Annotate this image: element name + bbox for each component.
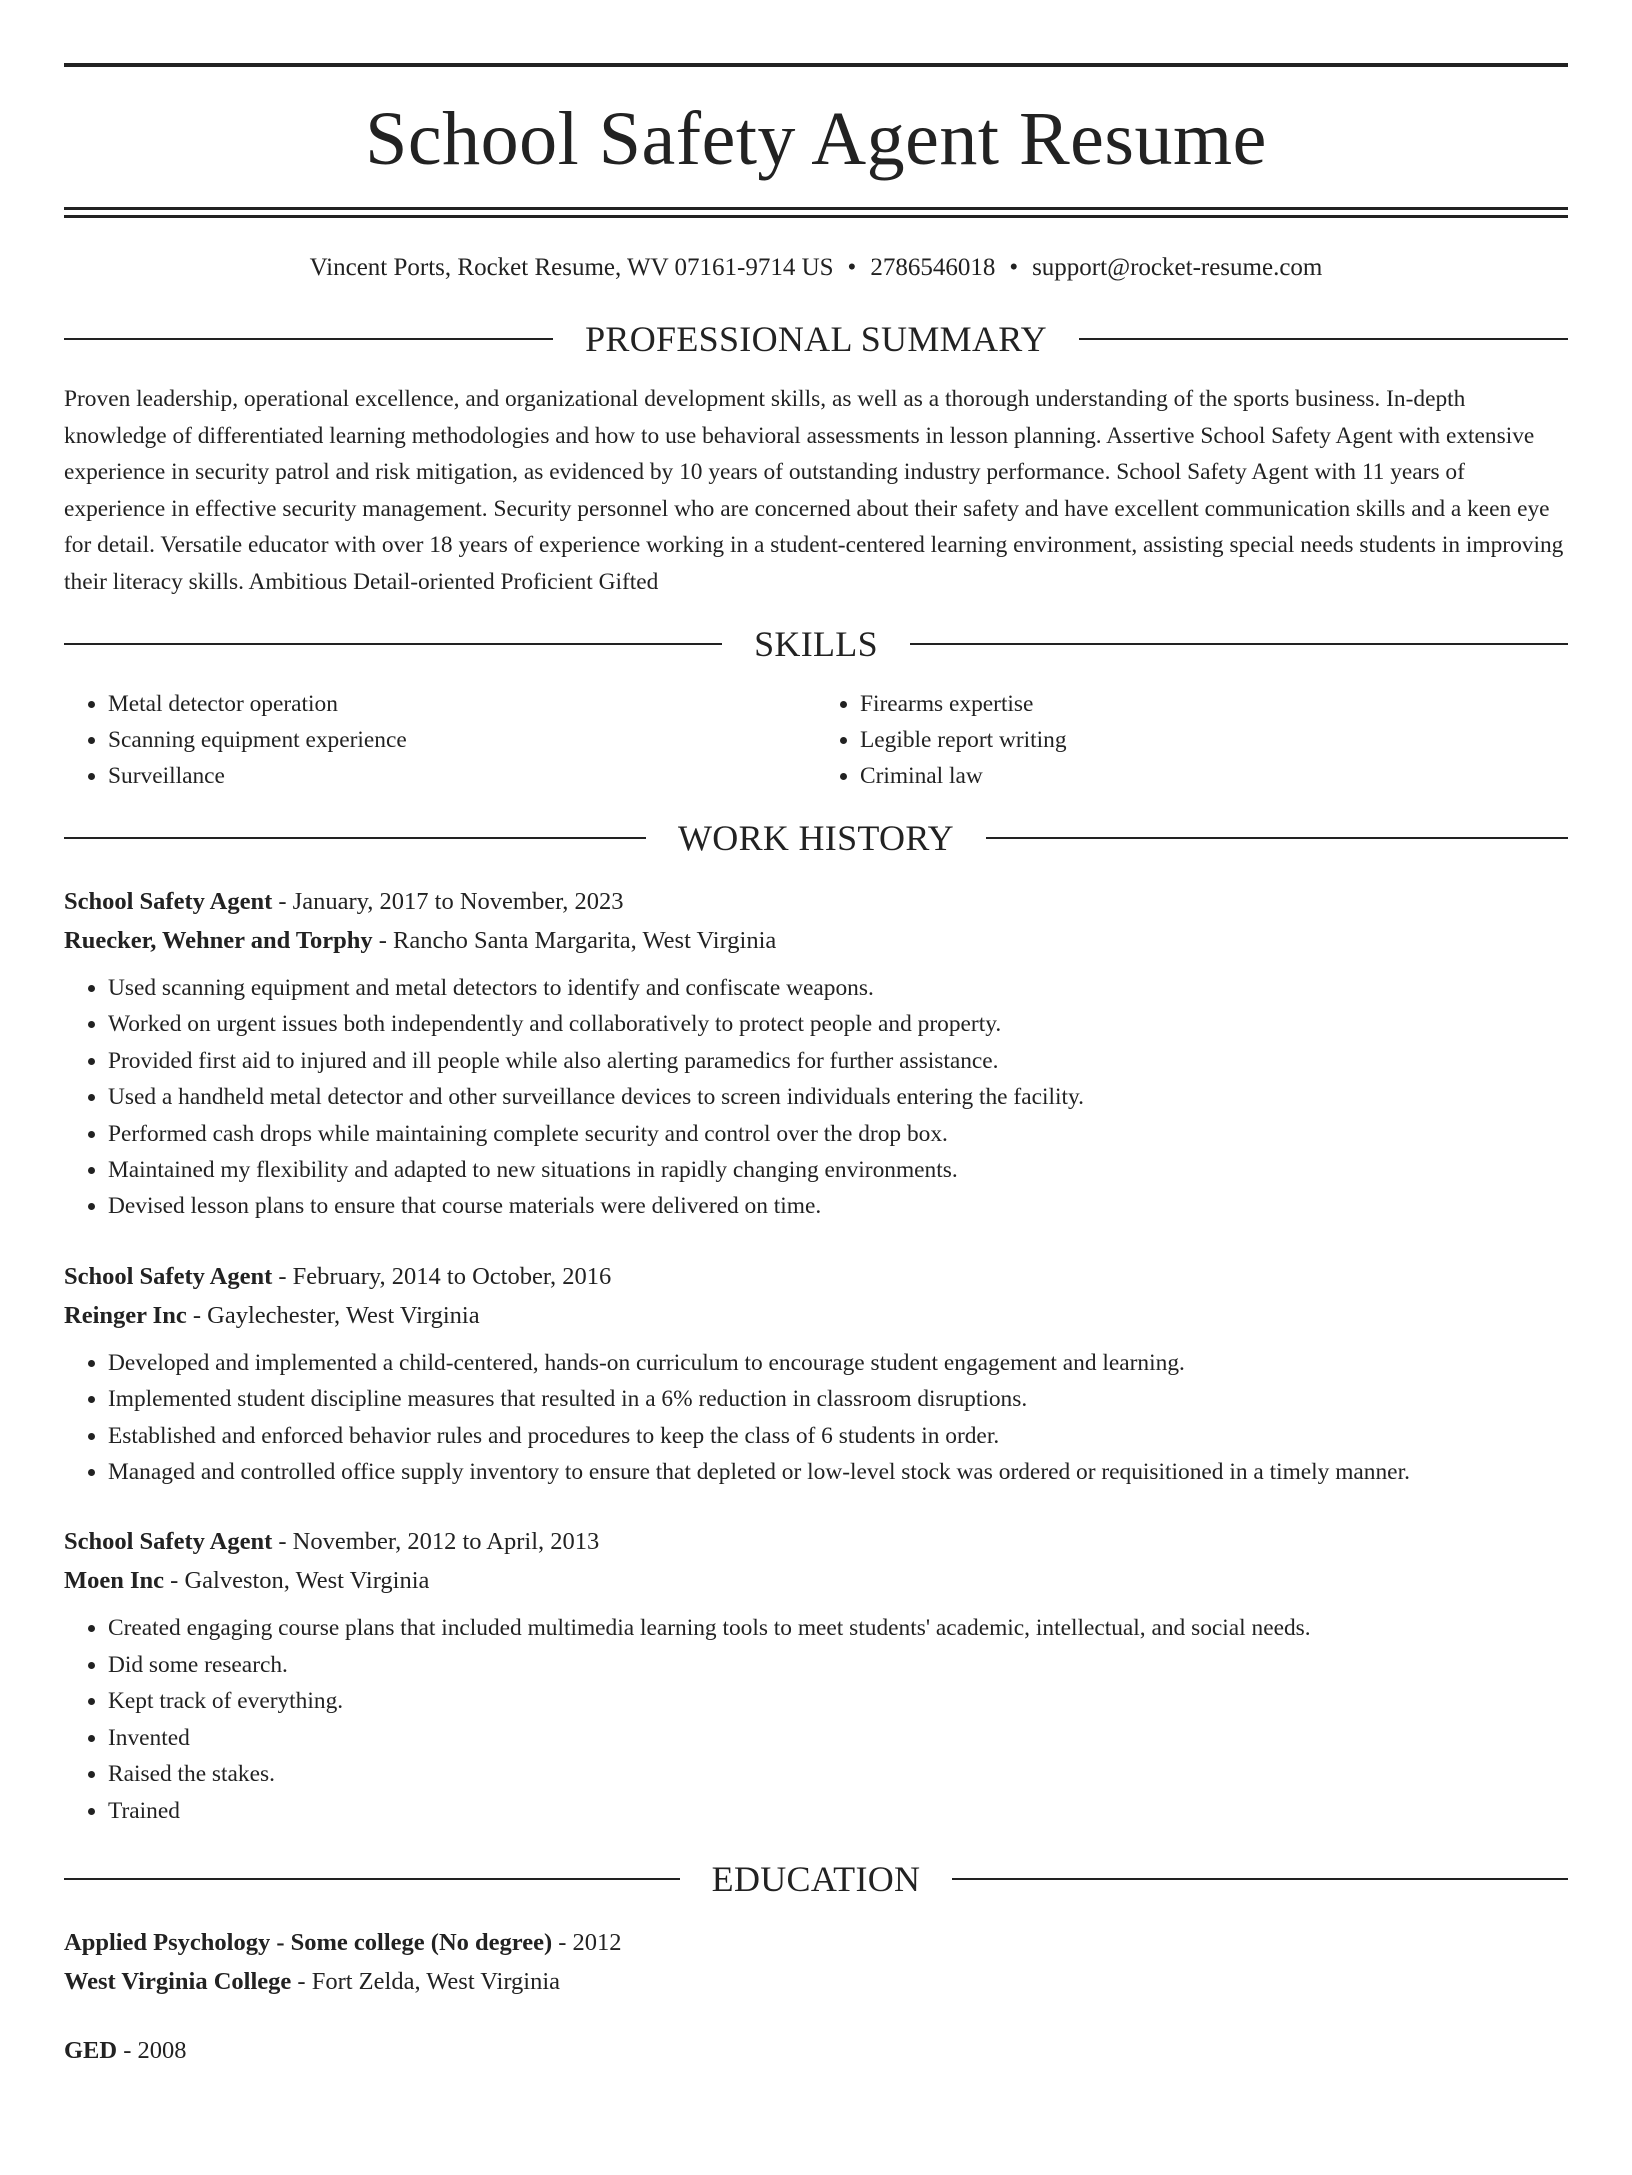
- job-dates: - November, 2012 to April, 2013: [272, 1528, 600, 1556]
- job-bullet: • Performed cash drops while maintaining complete security and control over the drop box.: [108, 1116, 1568, 1152]
- section-divider: [952, 1878, 1568, 1880]
- skill-item: • Firearms expertise: [860, 686, 1568, 722]
- job-company: Reinger Inc: [64, 1301, 187, 1329]
- education-year: - 2008: [117, 2036, 187, 2064]
- section-divider: [1079, 338, 1568, 340]
- contact-separator: •: [1009, 254, 1019, 281]
- job-bullet: • Devised lesson plans to ensure that course materials were delivered on time.: [108, 1188, 1568, 1224]
- job-bullets: [64, 1345, 1568, 1491]
- education-entry: [64, 2031, 1568, 2070]
- job-bullet: • Used a handheld metal detector and other surveillance devices to screen individuals entering the facility.: [108, 1079, 1568, 1115]
- job-location: - Galveston, West Virginia: [164, 1567, 430, 1595]
- skills-list: [64, 686, 1568, 794]
- job-location: - Rancho Santa Margarita, West Virginia: [372, 927, 777, 954]
- education-year: - 2012: [552, 1928, 622, 1956]
- job-bullet: • Did some research.: [108, 1647, 1568, 1683]
- job-entry: [64, 1522, 1568, 1828]
- job-title: School Safety Agent: [64, 1262, 273, 1290]
- work-section-header: [64, 820, 1568, 856]
- summary-section-header: [64, 321, 1568, 357]
- job-location: - Gaylechester, West Virginia: [186, 1301, 480, 1329]
- job-title: School Safety Agent: [64, 888, 273, 915]
- job-dates: - January, 2017 to November, 2023: [272, 888, 624, 915]
- title-double-rule: [64, 207, 1568, 218]
- education-heading: EDUCATION: [711, 1858, 921, 1899]
- job-bullet: • Trained: [108, 1793, 1568, 1829]
- job-bullets: [64, 1610, 1568, 1828]
- job-bullet: • Raised the stakes.: [108, 1756, 1568, 1792]
- job-title: School Safety Agent: [64, 1528, 273, 1556]
- section-divider: [986, 837, 1568, 839]
- skill-item: • Metal detector operation: [108, 686, 816, 722]
- job-bullets: [64, 970, 1568, 1225]
- contact-address: Vincent Ports, Rocket Resume, WV 07161-9714 US: [309, 254, 834, 281]
- summary-heading: PROFESSIONAL SUMMARY: [585, 319, 1047, 359]
- job-entry: [64, 882, 1568, 1225]
- job-bullet: • Provided first aid to injured and ill people while also alerting paramedics for further assistance.: [108, 1043, 1568, 1079]
- skill-item: • Scanning equipment experience: [108, 722, 816, 758]
- job-bullet: • Worked on urgent issues both independently and collaboratively to protect people and property.: [108, 1006, 1568, 1042]
- education-degree: Applied Psychology - Some college (No degree): [64, 1928, 553, 1956]
- skill-item: • Surveillance: [108, 758, 816, 794]
- section-divider: [64, 338, 553, 340]
- job-bullet: • Implemented student discipline measures that resulted in a 6% reduction in classroom disruptions.: [108, 1381, 1568, 1417]
- contact-line: [64, 253, 1568, 283]
- job-company: Moen Inc: [64, 1567, 165, 1595]
- job-bullet: • Used scanning equipment and metal detectors to identify and confiscate weapons.: [108, 970, 1568, 1006]
- section-divider: [64, 837, 646, 839]
- job-bullet: • Developed and implemented a child-centered, hands-on curriculum to encourage student engagement and learning.: [108, 1345, 1568, 1381]
- section-divider: [910, 643, 1568, 645]
- job-bullet: • Kept track of everything.: [108, 1683, 1568, 1719]
- resume-page: [0, 63, 1632, 2175]
- job-bullet: • Managed and controlled office supply inventory to ensure that depleted or low-level stock was ordered or requisitioned in a timely manner.: [108, 1454, 1568, 1490]
- section-divider: [64, 643, 722, 645]
- skill-item: • Criminal law: [860, 758, 1568, 794]
- contact-phone: 2786546018: [870, 254, 996, 281]
- skills-heading: SKILLS: [754, 624, 878, 664]
- top-rule: [64, 63, 1568, 67]
- job-company: Ruecker, Wehner and Torphy: [64, 927, 373, 954]
- contact-separator: •: [847, 254, 857, 281]
- section-divider: [64, 1878, 680, 1880]
- job-dates: - February, 2014 to October, 2016: [272, 1262, 612, 1290]
- contact-email: support@rocket-resume.com: [1032, 254, 1323, 281]
- education-section-header: [64, 1858, 1568, 1899]
- summary-text: Proven leadership, operational excellence, and organizational development skills, as well as a thorough understanding of the sports business. In-depth knowledge of differentiated learning methodologies and how to use behavioral assessments in lesson planning. Assertive School Safety Agent with extensive experience in security patrol and risk mitigation, as evidenced by 10 years of outstanding industry performance. School Safety Agent with 11 years of experience in effective security management. Security personnel who are concerned about their safety and have excellent communication skills and a keen eye for detail. Versatile educator with over 18 years of experience working in a student-centered learning environment, assisting special needs students in improving their literacy skills. Ambitious Detail-oriented Proficient Gifted: [64, 386, 1564, 595]
- education-degree: GED: [64, 2036, 118, 2064]
- skill-item: • Legible report writing: [860, 722, 1568, 758]
- job-bullet: • Created engaging course plans that included multimedia learning tools to meet students' academic, intellectual, and social needs.: [108, 1610, 1568, 1646]
- skills-section-header: [64, 626, 1568, 662]
- job-entry: [64, 1257, 1568, 1491]
- skills-column-right: [816, 686, 1568, 794]
- resume-title: School Safety Agent Resume: [365, 97, 1267, 181]
- job-bullet: • Established and enforced behavior rules and procedures to keep the class of 6 students in order.: [108, 1418, 1568, 1454]
- job-bullet: • Maintained my flexibility and adapted to new situations in rapidly changing environments.: [108, 1152, 1568, 1188]
- education-location: - Fort Zelda, West Virginia: [291, 1967, 561, 1995]
- education-entry: [64, 1923, 1568, 2001]
- education-school: West Virginia College: [64, 1967, 292, 1995]
- work-heading: WORK HISTORY: [678, 818, 954, 858]
- job-bullet: • Invented: [108, 1720, 1568, 1756]
- skills-column-left: [64, 686, 816, 794]
